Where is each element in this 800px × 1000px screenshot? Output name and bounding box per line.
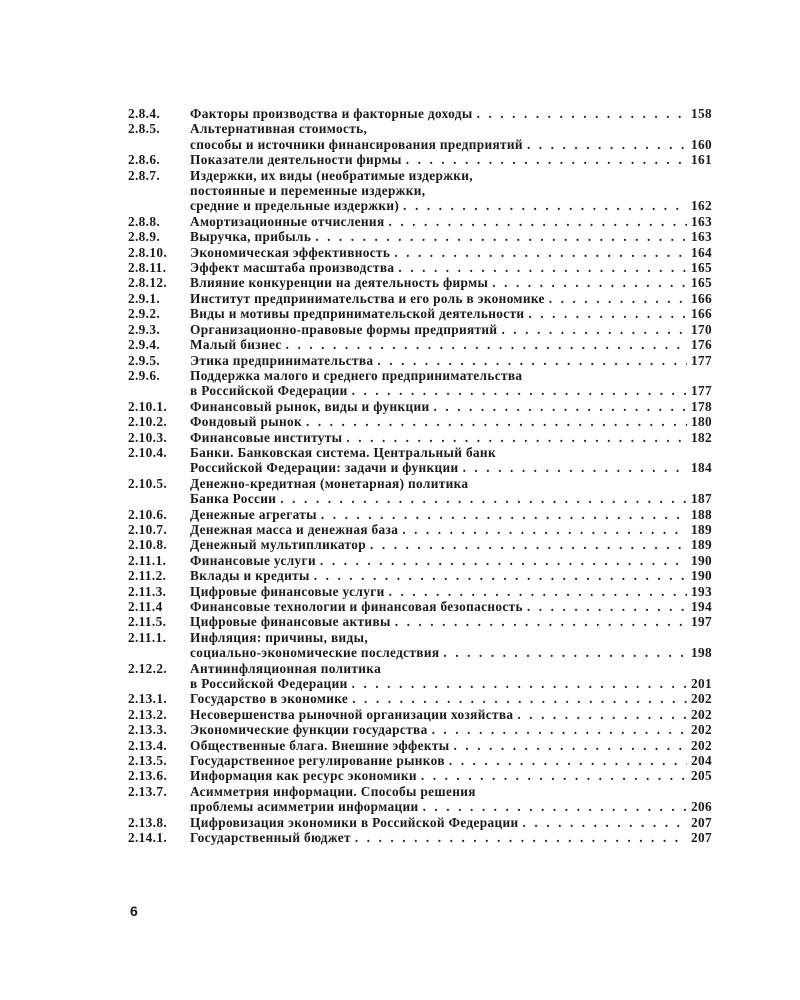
toc-entry-body (190, 830, 712, 845)
dot-leader (321, 507, 687, 522)
toc-entry-number: 2.13.8. (128, 814, 168, 830)
toc-entry-leader-line (190, 815, 712, 830)
toc-entry-number: 2.13.2. (128, 706, 168, 722)
toc-entry-body (190, 414, 712, 429)
toc-entry-title-line: Институт предпринимательства и его роль в экономике (190, 290, 545, 306)
toc-entry-body (190, 707, 712, 722)
toc-entry-page: 177 (691, 352, 712, 368)
toc-entry-leader-line (190, 198, 712, 213)
toc-entry-number: 2.10.8. (128, 537, 168, 553)
dot-leader (423, 799, 687, 814)
toc-entry (128, 815, 712, 830)
toc-entry-page: 184 (691, 460, 712, 476)
toc-entry-number: 2.10.4. (128, 444, 168, 460)
toc-entry-title-line: Показатели деятельности фирмы (190, 152, 402, 168)
toc-entry (128, 630, 712, 661)
toc-entry-page: 178 (691, 398, 712, 414)
toc-entry-number: 2.14.1. (128, 830, 168, 846)
dot-leader (501, 322, 687, 337)
toc-entry-page: 163 (691, 229, 712, 245)
toc-entry (128, 106, 712, 121)
dot-leader (352, 383, 687, 398)
toc-entry (128, 275, 712, 290)
toc-entry (128, 522, 712, 537)
dot-leader (280, 491, 687, 506)
toc-entry-page: 197 (691, 614, 712, 630)
dot-leader (306, 414, 687, 429)
toc-entry-number: 2.10.3. (128, 429, 168, 445)
toc-entry-leader-line (190, 753, 712, 768)
toc-entry-leader-line (190, 537, 712, 552)
toc-entry-body (190, 815, 712, 830)
dot-leader (352, 676, 687, 691)
toc-entry (128, 691, 712, 706)
dot-leader (394, 245, 687, 260)
toc-entry-leader-line (190, 491, 712, 506)
toc-entry-body (190, 353, 712, 368)
dot-leader (315, 229, 687, 244)
toc-entry-page: 190 (691, 568, 712, 584)
toc-entry-title-line: Государственный бюджет (190, 830, 351, 846)
toc-entry-body (190, 522, 712, 537)
toc-entry-body (190, 368, 712, 399)
toc-entry (128, 430, 712, 445)
dot-leader (523, 815, 687, 830)
toc-entry (128, 599, 712, 614)
toc-entry (128, 152, 712, 167)
toc-entry (128, 722, 712, 737)
toc-entry-body (190, 691, 712, 706)
toc-entry-title-line: Вклады и кредиты (190, 568, 310, 584)
toc-entry-number: 2.8.4. (128, 106, 161, 121)
toc-entry-title-line: Поддержка малого и среднего предпринимательства (190, 367, 523, 383)
toc-entry-number: 2.11.1. (128, 552, 167, 568)
toc-entry-page: 180 (691, 414, 712, 430)
toc-entry-number: 2.13.5. (128, 753, 168, 769)
toc-entry-number: 2.8.7. (128, 167, 161, 183)
toc-entry-number: 2.10.5. (128, 475, 168, 491)
toc-entry-body (190, 229, 712, 244)
dot-leader (286, 337, 687, 352)
toc-entry-title-line: Денежные агрегаты (190, 506, 317, 522)
dot-leader (406, 152, 687, 167)
dot-leader (527, 599, 687, 614)
toc-entry-number: 2.11.1. (128, 629, 167, 645)
toc-entry-page: 189 (691, 537, 712, 553)
toc-entry-leader-line (190, 383, 712, 398)
toc-entry-title-line: Финансовые услуги (190, 552, 316, 568)
toc-entry (128, 614, 712, 629)
toc-entry-number: 2.9.1. (128, 290, 161, 306)
toc-entry-title-line: Амортизационные отчисления (190, 213, 385, 229)
toc-entry-leader-line (190, 214, 712, 229)
toc-entry-number: 2.10.2. (128, 414, 168, 430)
toc-entry-number: 2.11.4 (128, 599, 163, 614)
toc-entry-title-line: постоянные и переменные издержки, (190, 183, 426, 199)
toc-entry-page: 166 (691, 290, 712, 306)
toc-entry-body (190, 584, 712, 599)
toc-entry-leader-line (190, 553, 712, 568)
toc-entry (128, 121, 712, 152)
toc-entry (128, 753, 712, 768)
toc-entry-body (190, 445, 712, 476)
toc-entry-body (190, 753, 712, 768)
toc-entry-body (190, 245, 712, 260)
toc-entry-body (190, 168, 712, 214)
toc-entry (128, 260, 712, 275)
toc-entry-title-line: Экономические функции государства (190, 722, 428, 738)
toc-entry-title-line: Финансовые технологии и финансовая безопасность (190, 599, 523, 614)
toc-entry (128, 507, 712, 522)
toc-entry-leader-line (190, 106, 712, 121)
toc-entry (128, 784, 712, 815)
toc-entry-leader-line (190, 676, 712, 691)
toc-entry-number: 2.8.6. (128, 152, 161, 168)
toc-entry-title-line: Влияние конкуренции на деятельность фирмы (190, 275, 489, 291)
toc-entry-title-line: Цифровые финансовые активы (190, 614, 391, 630)
toc-entry-page: 206 (691, 799, 712, 815)
toc-entry-title-line: Виды и мотивы предпринимательской деятельности (190, 306, 525, 322)
toc-entry-number: 2.10.6. (128, 506, 168, 522)
toc-entry-page: 182 (691, 429, 712, 445)
toc-entry-page: 166 (691, 306, 712, 322)
toc-entry-body (190, 722, 712, 737)
toc-entry (128, 830, 712, 845)
toc-entry-page: 165 (691, 260, 712, 276)
toc-entry-title-line: Государственное регулирование рынков (190, 753, 445, 769)
toc-entry-title-line: Информация как ресурс экономики (190, 768, 417, 784)
toc-entry-title-line: Эффект масштаба производства (190, 260, 395, 276)
toc-entry-page: 193 (691, 583, 712, 599)
toc-entry (128, 584, 712, 599)
toc-entry-title-line: Цифровые финансовые услуги (190, 583, 385, 599)
toc-entry-leader-line (190, 229, 712, 244)
toc-entry-number: 2.9.2. (128, 306, 161, 322)
toc-entry-leader-line (190, 337, 712, 352)
dot-leader (403, 198, 687, 213)
dot-leader (492, 275, 687, 290)
toc-entry-body (190, 322, 712, 337)
toc-entry-title-line: Финансовый рынок, виды и функции (190, 398, 430, 414)
toc-entry-body (190, 476, 712, 507)
toc-entry-number: 2.8.11. (128, 260, 167, 276)
toc-entry-body (190, 306, 712, 321)
toc-entry-title-line: Факторы производства и факторные доходы (190, 106, 473, 121)
dot-leader (528, 306, 687, 321)
toc-entry-number: 2.8.5. (128, 121, 161, 137)
toc-entry-leader-line (190, 245, 712, 260)
toc-entry-leader-line (190, 260, 712, 275)
toc-entry-title-line: средние и предельные издержки) (190, 198, 400, 214)
dot-leader (352, 691, 687, 706)
toc-entry-leader-line (190, 137, 712, 152)
toc-entry-body (190, 214, 712, 229)
toc-entry-page: 204 (691, 753, 712, 769)
toc-entry-number: 2.8.12. (128, 275, 168, 291)
toc-entry-page: 163 (691, 213, 712, 229)
toc-entry-number: 2.8.8. (128, 213, 161, 229)
toc-entry-body (190, 260, 712, 275)
toc-entry-body (190, 568, 712, 583)
dot-leader (377, 353, 687, 368)
toc-entry-page: 207 (691, 814, 712, 830)
toc-entry-body (190, 399, 712, 414)
dot-leader (549, 291, 687, 306)
toc-entry-body (190, 121, 712, 152)
dot-leader (370, 537, 687, 552)
toc-entry-number: 2.8.9. (128, 229, 161, 245)
dot-leader (421, 768, 687, 783)
toc-entry-title-line: проблемы асимметрии информации (190, 799, 419, 815)
toc-entry-number: 2.11.5. (128, 614, 167, 630)
toc-entry-page: 198 (691, 645, 712, 661)
toc-entry (128, 414, 712, 429)
toc-entry-title-line: Финансовые институты (190, 429, 343, 445)
toc-entry-body (190, 614, 712, 629)
toc-entry-leader-line (190, 599, 712, 614)
toc-entry-title-line: способы и источники финансирования предприятий (190, 136, 523, 152)
toc-entry-title-line: Экономическая эффективность (190, 244, 391, 260)
toc-entry-page: 187 (691, 491, 712, 507)
toc-entry-title-line: Альтернативная стоимость, (190, 121, 368, 137)
toc-entry-page: 158 (691, 106, 712, 121)
toc-entry-page: 202 (691, 706, 712, 722)
toc-entry (128, 368, 712, 399)
toc-entry-leader-line (190, 645, 712, 660)
dot-leader (355, 830, 687, 845)
toc-entry-title-line: Инфляция: причины, виды, (190, 629, 369, 645)
toc-entry-title-line: Банки. Банковская система. Центральный банк (190, 444, 496, 460)
dot-leader (314, 568, 687, 583)
toc-entry-leader-line (190, 306, 712, 321)
toc-entry-leader-line (190, 568, 712, 583)
toc-entry (128, 168, 712, 214)
toc-entry-number: 2.11.2. (128, 568, 167, 584)
dot-leader (454, 738, 688, 753)
toc-entry-leader-line (190, 830, 712, 845)
dot-leader (389, 584, 687, 599)
toc-entry-leader-line (190, 507, 712, 522)
toc-entry-body (190, 106, 712, 121)
toc-entry-body (190, 507, 712, 522)
toc-entry-body (190, 661, 712, 692)
dot-leader (320, 553, 687, 568)
toc-entry-body (190, 152, 712, 167)
toc-entry (128, 245, 712, 260)
toc-entry-number: 2.9.4. (128, 337, 161, 353)
dot-leader (402, 522, 687, 537)
toc-entry-page: 207 (691, 830, 712, 846)
toc-entry-page: 188 (691, 506, 712, 522)
toc-entry (128, 399, 712, 414)
toc-entry-page: 189 (691, 521, 712, 537)
toc-entry-page: 165 (691, 275, 712, 291)
toc-entry-title-line: в Российской Федерации (190, 676, 348, 692)
page-number: 6 (130, 903, 138, 919)
toc-entry-leader-line (190, 768, 712, 783)
toc-entry-page: 190 (691, 552, 712, 568)
dot-leader (463, 460, 687, 475)
toc-entry (128, 738, 712, 753)
toc-entry-title-line: Денежный мультипликатор (190, 537, 366, 553)
toc-entry (128, 768, 712, 783)
toc-entry-title-line: Организационно-правовые формы предприятий (190, 321, 498, 337)
toc-entry-number: 2.13.7. (128, 783, 168, 799)
dot-leader (449, 753, 687, 768)
toc-entry-page: 202 (691, 737, 712, 753)
toc-entry-number: 2.13.3. (128, 722, 168, 738)
toc-entry-leader-line (190, 399, 712, 414)
toc-entry (128, 214, 712, 229)
toc-entry-number: 2.10.1. (128, 398, 168, 414)
dot-leader (398, 260, 687, 275)
dot-leader (443, 645, 687, 660)
dot-leader (477, 106, 687, 121)
toc-entry-number: 2.13.1. (128, 691, 168, 707)
toc-entry (128, 537, 712, 552)
toc-entry-leader-line (190, 722, 712, 737)
toc-entry-leader-line (190, 691, 712, 706)
toc-entry (128, 445, 712, 476)
toc-entry-title-line: Этика предпринимательства (190, 352, 374, 368)
toc-entry-title-line: Цифровизация экономики в Российской Федерации (190, 814, 519, 830)
toc-entry-leader-line (190, 522, 712, 537)
toc-entry-leader-line (190, 414, 712, 429)
toc-entry-body (190, 553, 712, 568)
toc-entry-leader-line (190, 322, 712, 337)
toc-entry-number: 2.13.4. (128, 737, 168, 753)
toc-entry-number: 2.9.3. (128, 321, 161, 337)
toc-entry-title-line: Выручка, прибыль (190, 229, 312, 245)
toc-entry-body (190, 784, 712, 815)
toc-entry-leader-line (190, 275, 712, 290)
toc-entry-leader-line (190, 738, 712, 753)
toc-entry-body (190, 630, 712, 661)
toc-entry-title-line: Малый бизнес (190, 337, 282, 353)
toc-entry-number: 2.11.3. (128, 583, 167, 599)
toc-entry-body (190, 599, 712, 614)
toc-entry-title-line: социально-экономические последствия (190, 645, 440, 661)
toc-entry-body (190, 430, 712, 445)
dot-leader (432, 722, 687, 737)
toc-entry-title-line: Государство в экономике (190, 691, 349, 707)
toc-entry-leader-line (190, 707, 712, 722)
toc-entry-page: 202 (691, 691, 712, 707)
toc-entry (128, 568, 712, 583)
toc-entry-page: 170 (691, 321, 712, 337)
toc-entry (128, 306, 712, 321)
toc-entry-number: 2.12.2. (128, 660, 168, 676)
toc-entry-page: 176 (691, 337, 712, 353)
toc-entry (128, 476, 712, 507)
toc-entry-leader-line (190, 353, 712, 368)
toc-entry-title-line: в Российской Федерации (190, 383, 348, 399)
dot-leader (527, 137, 687, 152)
dot-leader (388, 214, 687, 229)
toc-entry (128, 291, 712, 306)
toc-entry-title-line: Общественные блага. Внешние эффекты (190, 737, 450, 753)
toc-entry-number: 2.8.10. (128, 244, 168, 260)
toc-entry-page: 160 (691, 136, 712, 152)
toc-entry-title-line: Российской Федерации: задачи и функции (190, 460, 459, 476)
toc-entry-title-line: Несовершенства рыночной организации хозяйства (190, 706, 514, 722)
toc-entry (128, 229, 712, 244)
toc-entry-page: 177 (691, 383, 712, 399)
toc-entry-body (190, 738, 712, 753)
toc-entry-body (190, 275, 712, 290)
toc-entry (128, 353, 712, 368)
toc-entry (128, 661, 712, 692)
toc-entry-leader-line (190, 460, 712, 475)
toc-entry (128, 707, 712, 722)
toc-entry-page: 205 (691, 768, 712, 784)
toc-entry-number: 2.10.7. (128, 521, 168, 537)
toc-entry-leader-line (190, 152, 712, 167)
toc-entry-page: 201 (691, 676, 712, 692)
toc-entry-page: 164 (691, 244, 712, 260)
toc-entry-body (190, 768, 712, 783)
toc-entry (128, 322, 712, 337)
toc-entry-leader-line (190, 614, 712, 629)
toc-entry-body (190, 291, 712, 306)
toc-entry-body (190, 537, 712, 552)
toc-entry-leader-line (190, 291, 712, 306)
toc-entry-number: 2.9.5. (128, 352, 161, 368)
toc-entry-leader-line (190, 584, 712, 599)
dot-leader (517, 707, 687, 722)
toc-entry-title-line: Асимметрия информации. Способы решения (190, 783, 476, 799)
toc-entry-number: 2.13.6. (128, 768, 168, 784)
dot-leader (434, 399, 688, 414)
table-of-contents (128, 106, 712, 846)
toc-entry-number: 2.9.6. (128, 367, 161, 383)
toc-entry (128, 553, 712, 568)
toc-entry-title-line: Издержки, их виды (необратимые издержки, (190, 167, 473, 183)
toc-entry-page: 202 (691, 722, 712, 738)
toc-entry-leader-line (190, 430, 712, 445)
toc-entry-page: 162 (691, 198, 712, 214)
dot-leader (395, 614, 687, 629)
toc-entry-title-line: Денежно-кредитная (монетарная) политика (190, 475, 469, 491)
toc-entry-page: 194 (691, 599, 712, 614)
toc-entry-body (190, 337, 712, 352)
toc-entry-title-line: Фондовый рынок (190, 414, 302, 430)
dot-leader (346, 430, 687, 445)
toc-entry-page: 161 (691, 152, 712, 168)
toc-entry (128, 337, 712, 352)
toc-entry-title-line: Банка России (190, 491, 277, 507)
toc-entry-title-line: Антиинфляционная политика (190, 660, 382, 676)
toc-entry-title-line: Денежная масса и денежная база (190, 521, 399, 537)
toc-entry-leader-line (190, 799, 712, 814)
